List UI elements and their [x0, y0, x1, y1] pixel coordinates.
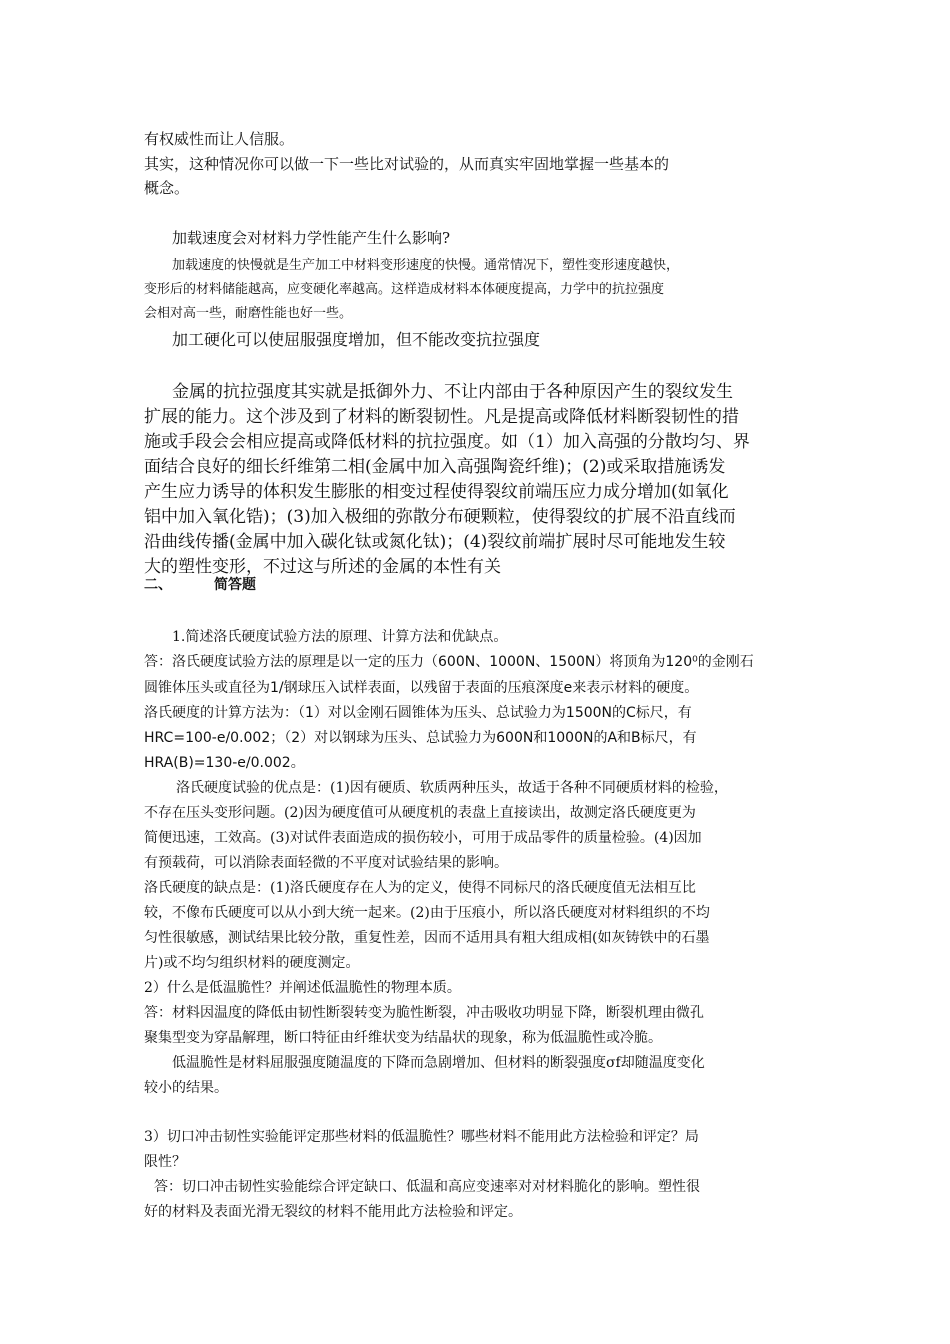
q2-answer-line: 聚集型变为穿晶解理，断口特征由纤维状变为结晶状的现象，称为低温脆性或冷脆。: [144, 1030, 662, 1046]
section-number: 二、: [144, 577, 172, 593]
q1-disadvantages-line: 洛氏硬度的缺点是：(1)洛氏硬度存在人为的定义，使得不同标尺的洛氏硬度值无法相互比: [144, 880, 696, 896]
q2-essence-line: 低温脆性是材料屈服强度随温度的下降而急剧增加、但材料的断裂强度σf却随温度变化: [172, 1055, 705, 1071]
q1-advantages-line: 不存在压头变形问题。(2)因为硬度值可从硬度机的表盘上直接读出，故测定洛氏硬度更为: [144, 805, 696, 821]
q1-answer-line: 洛氏硬度的计算方法为：（1）对以金刚石圆锥体为压头、总试验力为1500N的C标尺，有: [144, 705, 692, 721]
loading-answer-line: 变形后的材料储能越高，应变硬化率越高。这样造成材料本体硬度提高，力学中的抗拉强度: [144, 282, 665, 297]
q2-question: 2）什么是低温脆性？并阐述低温脆性的物理本质。: [144, 980, 461, 996]
tensile-line: 大的塑性变形，不过这与所述的金属的本性有关: [144, 557, 501, 577]
q1-question: 1.简述洛氏硬度试验方法的原理、计算方法和优缺点。: [172, 629, 508, 645]
loading-answer-line: 加载速度的快慢就是生产加工中材料变形速度的快慢。通常情况下，塑性变形速度越快，: [172, 258, 680, 273]
intro-line: 其实，这种情况你可以做一下一些比对试验的，从而真实牢固地掌握一些基本的: [144, 155, 670, 173]
q1-advantages-line: 有预载荷，可以消除表面轻微的不平度对试验结果的影响。: [144, 855, 508, 871]
q1-answer-line: HRA(B)=130-e/0.002。: [144, 755, 305, 771]
q1-answer-line: HRC=100-e/0.002；（2）对以钢球为压头、总试验力为600N和1000N的A和B标尺，有: [144, 730, 697, 746]
q3-answer-line: 好的材料及表面光滑无裂纹的材料不能用此方法检验和评定。: [144, 1204, 522, 1220]
tensile-line: 扩展的能力。这个涉及到了材料的断裂韧性。凡是提高或降低材料断裂韧性的措: [144, 407, 739, 427]
q3-question-line: 3）切口冲击韧性实验能评定那些材料的低温脆性？哪些材料不能用此方法检验和评定？局: [144, 1129, 699, 1145]
intro-line: 有权威性而让人信服。: [144, 130, 295, 148]
q1-disadvantages-line: 较，不像布氏硬度可以从小到大统一起来。(2)由于压痕小，所以洛氏硬度对材料组织的不均: [144, 905, 710, 921]
q2-answer-line: 答：材料因温度的降低由韧性断裂转变为脆性断裂，冲击吸收功明显下降，断裂机理由微孔: [144, 1005, 704, 1021]
q1-answer-line: 圆锥体压头或直径为1/钢球压入试样表面，以残留于表面的压痕深度e来表示材料的硬度。: [144, 680, 699, 696]
loading-question: 加载速度会对材料力学性能产生什么影响?: [172, 229, 451, 247]
q3-answer-line: 答：切口冲击韧性实验能综合评定缺口、低温和高应变速率对对材料脆化的影响。塑性很: [154, 1179, 700, 1195]
q1-disadvantages-line: 片)或不均匀组织材料的硬度测定。: [144, 955, 360, 971]
tensile-line: 施或手段会会相应提高或降低材料的抗拉强度。如（1）加入高强的分散均匀、界: [144, 432, 750, 452]
loading-answer-line: 会相对高一些，耐磨性能也好一些。: [144, 306, 353, 321]
section-title: 简答题: [214, 577, 256, 593]
q2-essence-line: 较小的结果。: [144, 1080, 228, 1096]
q1-disadvantages-line: 匀性很敏感，测试结果比较分散，重复性差，因而不适用具有粗大组成相(如灰铸铁中的石墨: [144, 930, 710, 946]
tensile-line: 产生应力诱导的体积发生膨胀的相变过程使得裂纹前端压应力成分增加(如氧化: [144, 482, 729, 502]
work-hardening-statement: 加工硬化可以使屈服强度增加，但不能改变抗拉强度: [172, 330, 541, 349]
q1-advantages-line: 洛氏硬度试验的优点是：(1)因有硬质、软质两种压头，故适于各种不同硬质材料的检验，: [176, 780, 728, 796]
tensile-line: 沿曲线传播(金属中加入碳化钛或氮化钛)；(4)裂纹前端扩展时尽可能地发生较: [144, 532, 726, 552]
tensile-line: 铝中加入氧化锆)；(3)加入极细的弥散分布硬颗粒，使得裂纹的扩展不沿直线而: [144, 507, 736, 527]
tensile-line: 金属的抗拉强度其实就是抵御外力、不让内部由于各种原因产生的裂纹发生: [172, 382, 733, 402]
tensile-line: 面结合良好的细长纤维第二相(金属中加入高强陶瓷纤维)；(2)或采取措施诱发: [144, 457, 726, 477]
q3-question-line: 限性？: [144, 1154, 186, 1170]
q1-advantages-line: 简便迅速，工效高。(3)对试件表面造成的损伤较小，可用于成品零件的质量检验。(4)因加: [144, 830, 702, 846]
q1-answer-line: 答：洛氏硬度试验方法的原理是以一定的压力（600N、1000N、1500N）将顶角为120⁰的金刚石: [144, 654, 754, 670]
intro-line: 概念。: [144, 179, 190, 197]
